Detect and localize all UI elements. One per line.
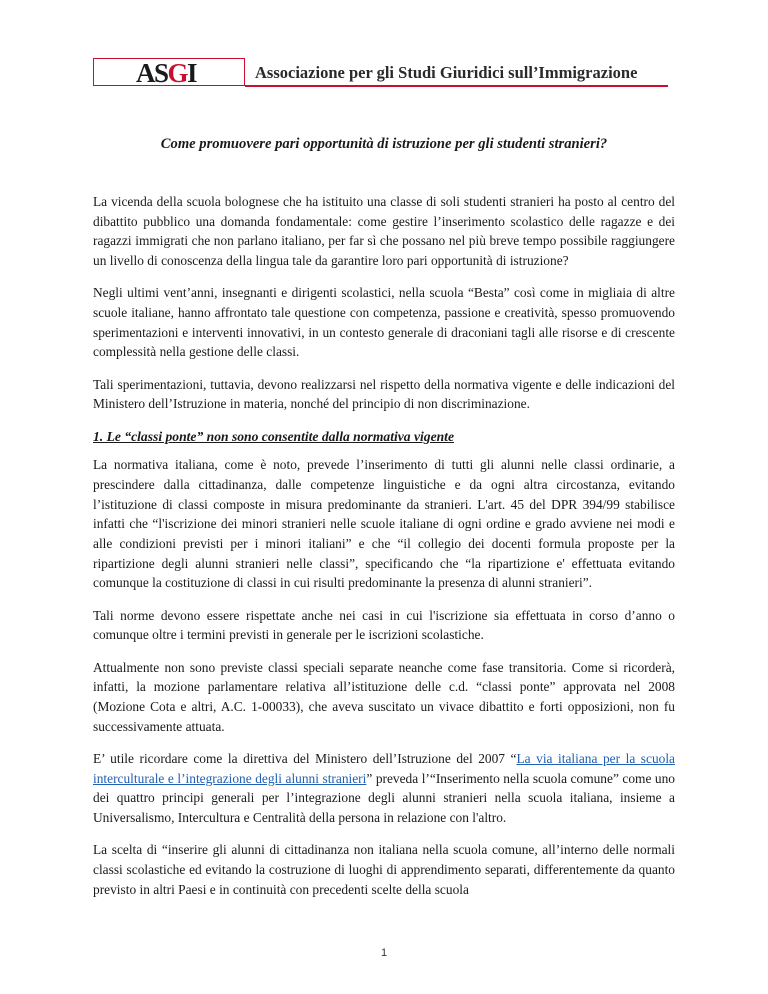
document-title: Come promuovere pari opportunità di istruzione per gli studenti stranieri? (160, 136, 608, 152)
directive-link[interactable]: La via italiana per la scuola interculturale e l’integrazione degli alunni stranieri (93, 750, 675, 786)
letterhead (93, 58, 668, 88)
paragraph: Negli ultimi vent’anni, insegnanti e dirigenti scolastici, nella scuola “Besta” così come in migliaia di altre scuole italiane, hanno affrontato tale questione con competenza, passione e creatività, spesso promuovendo sperimentazioni e interventi innovativi, in un contesto generale di draconiani tagli alle risorse e di crescente complessità nella gestione delle classi. (93, 285, 675, 360)
asgi-logo (93, 58, 245, 86)
paragraph: Attualmente non sono previste classi speciali separate neanche come fase transitoria. Come si ricorderà, infatti, la mozione parlamentare relativa all’istituzione delle c.d. “classi ponte” approvata nel 2008 (Mozione Cota e altri, A.C. 1-00033), che aveva suscitato un vivace dibattito e forti opposizioni, non fu successivamente attuata. (93, 659, 675, 734)
paragraph: Tali norme devono essere rispettate anche nei casi in cui l'iscrizione sia effettuata in corso d’anno o comunque oltre i termini previsti in generale per le iscrizioni scolastiche. (93, 607, 675, 643)
paragraph: La normativa italiana, come è noto, prevede l’inserimento di tutti gli alunni nelle classi ordinarie, a prescindere dalla cittadinanza, dalle competenze linguistiche e da ogni altra circostanza, evitando l’istituzione di classi composte in misura predominante da stranieri. L'art. 45 del DPR 394/99 stabilisce infatti che “l'iscrizione dei minori stranieri nelle scuole italiane di ogni ordine e grado avviene nei modi e alle condizioni previsti per i minori italiani” e che “il collegio dei docenti formula proposte per la ripartizione degli alunni stranieri nelle classi”, specificando che “la ripartizione e' effettuata evitando comunque la costituzione di classi in cui risulti predominante la presenza di alunni stranieri”. (93, 457, 675, 591)
document-body (93, 192, 675, 912)
organization-name: Associazione per gli Studi Giuridici sull’Immigrazione (255, 63, 638, 82)
paragraph: E’ utile ricordare come la direttiva del Ministero dell’Istruzione del 2007 “La via italiana per la scuola interculturale e l’integrazione degli alunni stranieri” preveda l’“Inserimento nella scuola comune” come uno dei quattro principi generali per l’integrazione degli alunni stranieri nella scuola italiana, insieme a Universalismo, Intercultura e Centralità della persona in relazione con l'altro. (93, 750, 675, 825)
logo-wordmark: ASGI (136, 58, 197, 88)
paragraph: Tali sperimentazioni, tuttavia, devono realizzarsi nel rispetto della normativa vigente e delle indicazioni del Ministero dell’Istruzione in materia, nonché del principio di non discriminazione. (93, 376, 675, 412)
page-number: 1 (380, 947, 388, 959)
paragraph: La scelta di “inserire gli alunni di cittadinanza non italiana nella scuola comune, all’interno delle normali classi scolastiche ed evitando la costruzione di luoghi di apprendimento separati, differentemente da quanto previsto in altri Paesi e in continuità con precedenti scelte della scuola (93, 842, 675, 897)
header-rule (245, 85, 668, 87)
paragraph: La vicenda della scuola bolognese che ha istituito una classe di soli studenti stranieri ha posto al centro del dibattito pubblico una domanda fondamentale: come gestire l’inserimento scolastico delle ragazze e dei ragazzi immigrati che non parlano italiano, per far sì che possano nel più breve tempo possibile raggiungere un livello di conoscenza della lingua tale da garantire loro pari opportunità di istruzione? (93, 194, 675, 269)
section-heading: 1. Le “classi ponte” non sono consentite dalla normativa vigente (93, 428, 454, 444)
